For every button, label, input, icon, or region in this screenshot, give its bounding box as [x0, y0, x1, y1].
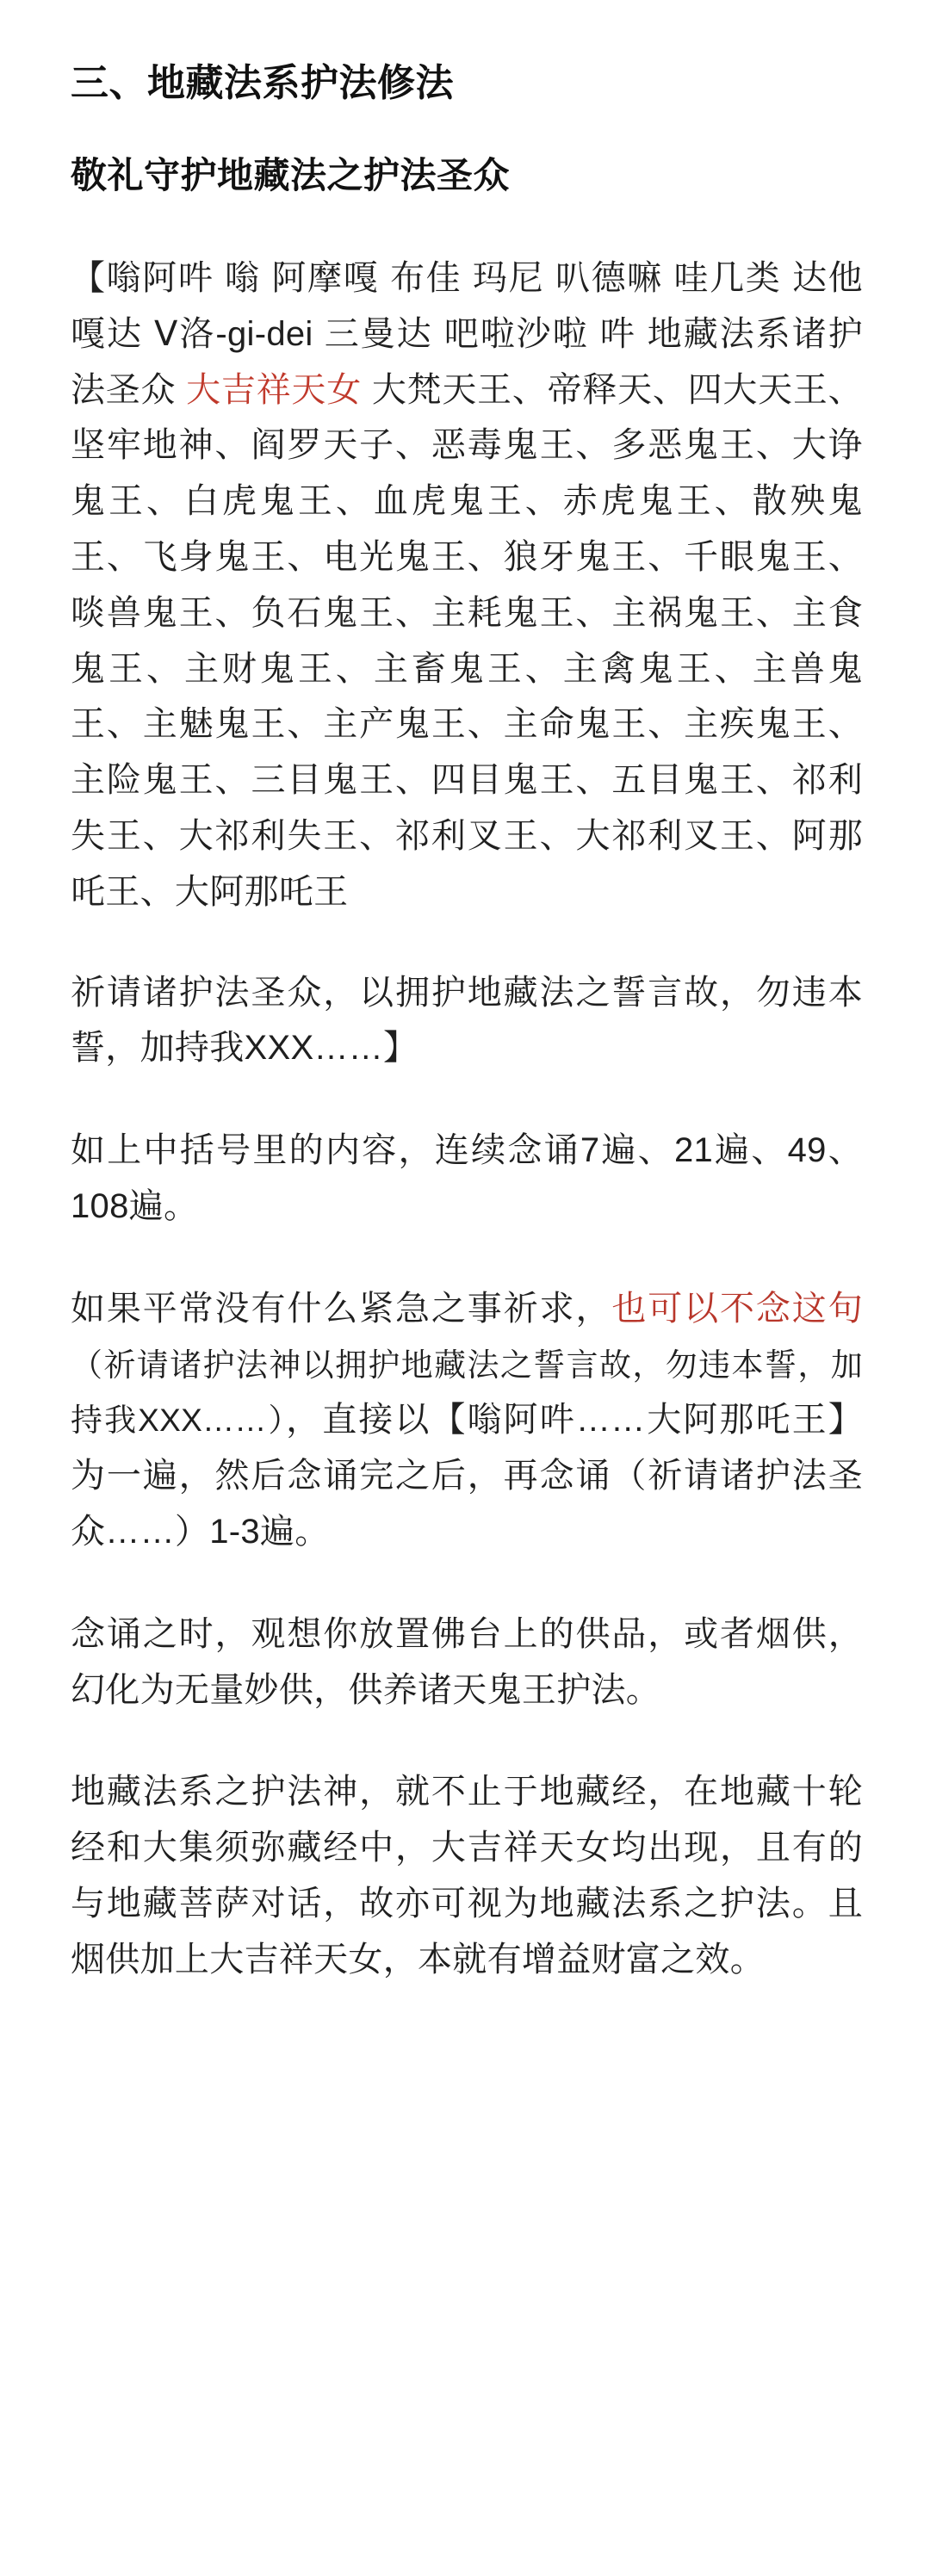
optional-lead-text: 如果平常没有什么紧急之事祈求， [71, 1289, 612, 1328]
optional-recitation-paragraph [71, 1281, 863, 1560]
subsection-heading: 敬礼守护地藏法之护法圣众 [71, 155, 511, 195]
mantra-highlight-deity: 大吉祥天女 [186, 370, 362, 409]
optional-paren-text: （祈请诸护法神以拥护地藏法之誓言故，勿违本誓，加持我XXX……） [71, 1347, 863, 1439]
explanation-paragraph: 地藏法系之护法神，就不止于地藏经，在地藏十轮经和大集须弥藏经中，大吉祥天女均出现，且有的与地藏菩萨对话，故亦可视为地藏法系之护法。且烟供加上大吉祥天女，本就有增益财富之效。 [71, 1773, 863, 1978]
mantra-paragraph [71, 251, 863, 920]
optional-tail-text: ，直接以【嗡阿吽……大阿那吒王】为一遍，然后念诵完之后，再念诵（祈请诸护法圣众……）1-3遍。 [71, 1401, 863, 1551]
visualization-paragraph: 念诵之时，观想你放置佛台上的供品，或者烟供，幻化为无量妙供，供养诸天鬼王护法。 [71, 1614, 863, 1709]
section-heading: 三、地藏法系护法修法 [71, 62, 454, 104]
vow-paragraph: 祈请诸护法圣众，以拥护地藏法之誓言故，勿违本誓，加持我XXX……】 [71, 973, 863, 1068]
optional-highlight-text: 也可以不念这句 [611, 1289, 863, 1328]
mantra-text-part-2: 大梵天王、帝释天、四大天王、坚牢地神、阎罗天子、恶毒鬼王、多恶鬼王、大诤鬼王、白虎鬼王、血虎鬼王、赤虎鬼王、散殃鬼王、飞身鬼王、电光鬼王、狼牙鬼王、千眼鬼王、啖兽鬼王、负石鬼王、主耗鬼王、主祸鬼王、主食鬼王、主财鬼王、主畜鬼王、主禽鬼王、主兽鬼王、主魅鬼王、主产鬼王、主命鬼王、主疾鬼王、主险鬼王、三目鬼王、四目鬼王、五目鬼王、祁利失王、大祁利失王、祁利叉王、大祁利叉王、阿那吒王、大阿那吒王 [71, 370, 863, 911]
recite-count-paragraph: 如上中括号里的内容，连续念诵7遍、21遍、49、108遍。 [71, 1131, 863, 1225]
mantra-text-part-1: 【嗡阿吽 嗡 阿摩嘎 布佳 玛尼 叭德嘛 哇几类 达他嘎达 Ⅴ洛-gi-dei 三曼达 吧啦沙啦 吽 地藏法系诸护法圣众 [71, 259, 863, 409]
